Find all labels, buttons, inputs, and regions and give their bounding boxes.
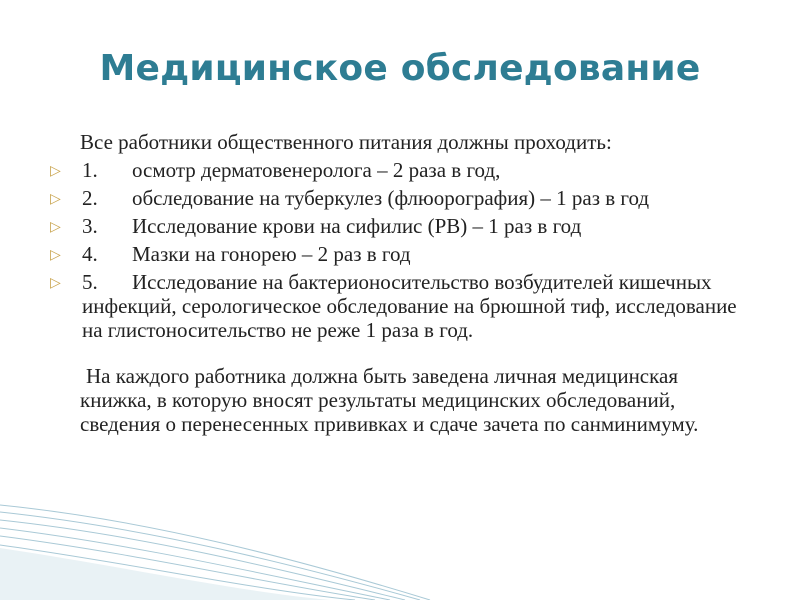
- list-item: [50, 214, 750, 238]
- slide-title: Медицинское обследование: [99, 48, 701, 89]
- item-text: обследование на туберкулез (флюорография) – 1 раз в год: [132, 186, 650, 210]
- item-number: 3.: [82, 214, 98, 238]
- list-item: [50, 158, 750, 182]
- list-item: [50, 242, 750, 266]
- item-number: 4.: [82, 242, 98, 266]
- hollow-triangle-bullet-icon: ▷: [50, 275, 61, 291]
- item-text: Исследование крови на сифилис (РВ) – 1 раз в год: [132, 214, 582, 238]
- hollow-triangle-bullet-icon: ▷: [50, 163, 61, 179]
- hollow-triangle-bullet-icon: ▷: [50, 247, 61, 263]
- intro-text: Все работники общественного питания должны проходить:: [80, 130, 612, 154]
- list-item: [50, 270, 750, 342]
- list-item: [50, 186, 750, 210]
- hollow-triangle-bullet-icon: ▷: [50, 191, 61, 207]
- slide-content: [50, 130, 750, 457]
- hollow-triangle-bullet-icon: ▷: [50, 219, 61, 235]
- item-number: 1.: [82, 158, 98, 182]
- item-text: осмотр дерматовенеролога – 2 раза в год,: [132, 158, 501, 182]
- note-text: На каждого работника должна быть заведена личная медицинская книжка, в которую вносят результаты медицинских обследований, сведения о перенесенных прививках и сдаче зачета по санминимуму.: [80, 364, 699, 436]
- item-text: Мазки на гонорею – 2 раз в год: [132, 242, 411, 266]
- item-number: 2.: [82, 186, 98, 210]
- item-number: 5.: [82, 270, 98, 294]
- item-text: Исследование на бактерионосительство возбудителей кишечных инфекций, серологическое обследование на брюшной тиф, исследование на глистоносительство не реже 1 раза в год.: [82, 270, 737, 342]
